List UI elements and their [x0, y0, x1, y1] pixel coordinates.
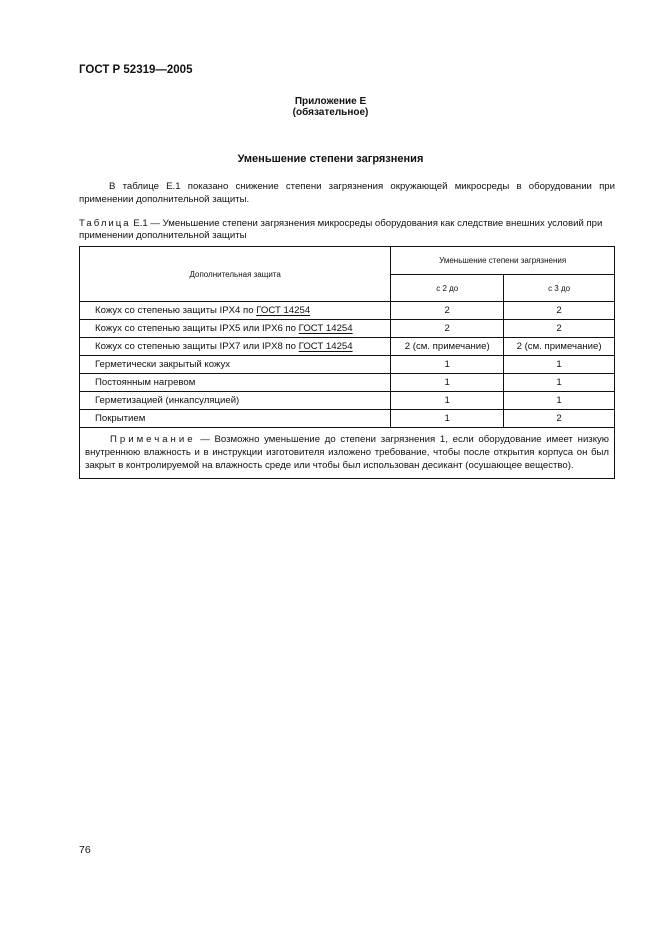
- row-value-from-3: 1: [504, 374, 615, 392]
- row-label: Кожух со степенью защиты IPX4 по ГОСТ 14254: [80, 302, 391, 320]
- row-value-from-2: 1: [391, 356, 504, 374]
- row-value-from-2: 2 (см. примечание): [391, 338, 504, 356]
- row-label: Кожух со степенью защиты IPX7 или IPX8 по ГОСТ 14254: [80, 338, 391, 356]
- row-label: Покрытием: [80, 410, 391, 428]
- row-value-from-2: 1: [391, 392, 504, 410]
- row-value-from-3: 1: [504, 392, 615, 410]
- table-row: [80, 374, 615, 392]
- appendix-status: (обязательное): [292, 107, 369, 118]
- table-row: [80, 320, 615, 338]
- row-label: Герметизацией (инкапсуляцией): [80, 392, 391, 410]
- protection-table: [79, 246, 615, 479]
- row-value-from-3: 2 (см. примечание): [504, 338, 615, 356]
- document-code: ГОСТ Р 52319—2005: [79, 64, 193, 76]
- gost-link[interactable]: ГОСТ 14254: [256, 305, 311, 316]
- row-value-from-2: 2: [391, 320, 504, 338]
- table-caption: [79, 218, 615, 242]
- row-label: Кожух со степенью защиты IPX5 или IPX6 по ГОСТ 14254: [80, 320, 391, 338]
- table-caption-label: Таблица: [79, 218, 131, 229]
- row-value-from-3: 2: [504, 302, 615, 320]
- appendix-title: Приложение Е: [294, 96, 367, 107]
- note-text: — Возможно уменьшение до степени загрязнения 1, если оборудование имеет низкую внутреннюю влажность и в инструкции изготовителя изложено требование, чтобы после открытия корпуса он был закрыт в контролируемой на влажность среде или чтобы был использован десикант (осушающее вещество).: [85, 434, 609, 471]
- row-value-from-3: 2: [504, 410, 615, 428]
- table-caption-text: Е.1 — Уменьшение степени загрязнения микросреды оборудования как следствие внешних условий при применении дополнительной защиты: [79, 218, 603, 241]
- table-row: [80, 302, 615, 320]
- row-label: Постоянным нагревом: [80, 374, 391, 392]
- gost-link[interactable]: ГОСТ 14254: [298, 341, 353, 352]
- row-value-from-3: 2: [504, 320, 615, 338]
- intro-paragraph: В таблице Е.1 показано снижение степени загрязнения окружающей микросреды в оборудовании при применении дополнительной защиты.: [79, 181, 615, 205]
- row-value-from-3: 1: [504, 356, 615, 374]
- note-label: Примечание: [110, 434, 196, 445]
- col-header-protection: Дополнительная защита: [80, 247, 391, 302]
- table-note: [80, 428, 615, 479]
- sub-header-from-3: с 3 до: [504, 275, 615, 302]
- table-row: [80, 392, 615, 410]
- table-row: [80, 410, 615, 428]
- col-header-reduction: Уменьшение степени загрязнения: [391, 247, 615, 275]
- row-value-from-2: 1: [391, 410, 504, 428]
- section-title: Уменьшение степени загрязнения: [237, 153, 424, 165]
- gost-link[interactable]: ГОСТ 14254: [298, 323, 353, 334]
- row-value-from-2: 2: [391, 302, 504, 320]
- row-value-from-2: 1: [391, 374, 504, 392]
- table-row: [80, 356, 615, 374]
- table-row: [80, 338, 615, 356]
- sub-header-from-2: с 2 до: [391, 275, 504, 302]
- row-label: Герметически закрытый кожух: [80, 356, 391, 374]
- page-number: 76: [79, 844, 91, 856]
